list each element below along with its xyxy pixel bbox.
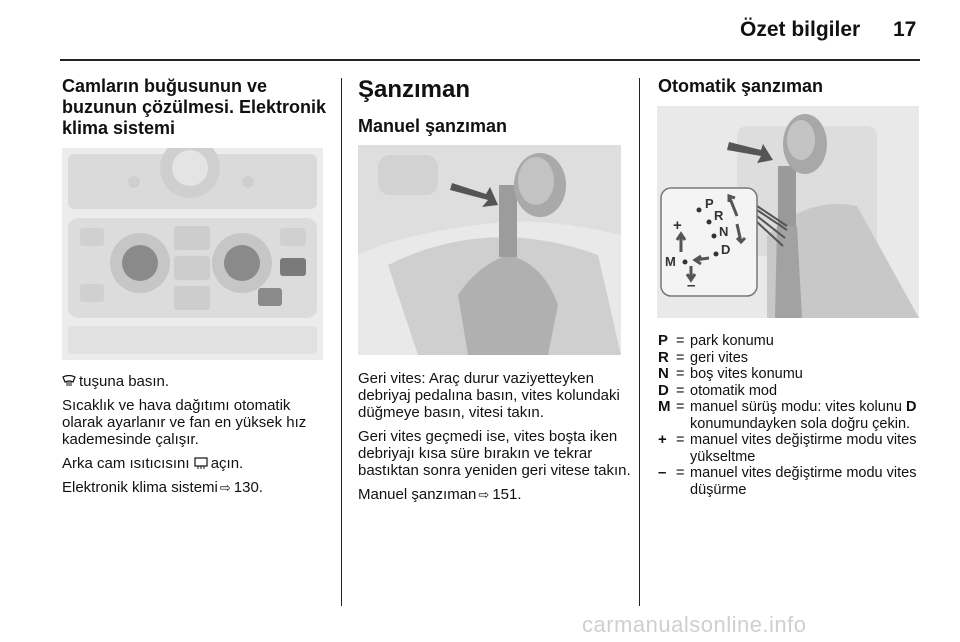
climate-step-defrost-text: tuşuna basın. — [79, 373, 170, 390]
transmission-heading: Şanzıman — [358, 76, 471, 103]
climate-reference[interactable] — [62, 479, 330, 496]
manual-reference-text: Manuel şanzıman — [358, 486, 477, 503]
page-number: 17 — [893, 18, 917, 41]
legend-key: – — [658, 464, 667, 481]
legend-text-b: konumundayken sola doğru çekin. — [690, 415, 911, 432]
gear-legend — [658, 333, 928, 498]
legend-text-key: D — [906, 399, 917, 415]
legend-text: boş vites konumu — [690, 366, 803, 382]
legend-text: manuel vites değiştirme modu vites yükseltme — [690, 432, 917, 465]
manual-reverse-retry: Geri vites geçmedi ise, vites boşta iken debriyajı kısa süre bırakın ve tekrar bastıktan sonra yeniden geri vitese takın. — [358, 428, 631, 479]
manual-text — [358, 370, 633, 510]
watermark: carmanualsonline.info — [582, 612, 807, 637]
column-transmission — [358, 76, 628, 137]
gear-label-minus: – — [687, 277, 696, 294]
manual-transmission-heading: Manuel şanzıman — [358, 116, 508, 136]
page-header-title: Özet bilgiler — [740, 18, 861, 41]
legend-text: otomatik mod — [690, 382, 778, 399]
climate-heading: Camların buğusunun ve buzunun çözülmesi. Elektronik klima sistemi — [62, 76, 327, 138]
climate-reference-page: 130. — [233, 479, 263, 496]
legend-equals: = — [676, 382, 685, 399]
manual-reference-page: 151. — [492, 486, 522, 503]
legend-row-minus — [658, 465, 928, 498]
manual-shift-figure — [358, 145, 621, 355]
column-divider-1 — [341, 78, 342, 606]
climate-step-rear-text-b: açın. — [210, 455, 244, 472]
legend-row-plus — [658, 432, 928, 465]
legend-equals: = — [676, 399, 685, 415]
legend-equals: = — [676, 465, 685, 481]
gear-label-p: P — [705, 196, 714, 211]
climate-panel-figure — [62, 148, 323, 360]
windscreen-defrost-icon — [62, 374, 76, 386]
climate-text — [62, 373, 330, 503]
automatic-transmission-heading: Otomatik şanzıman — [658, 76, 824, 96]
page-reference-arrow-icon: ⇨ — [478, 487, 490, 502]
automatic-shift-figure — [657, 106, 919, 318]
rear-window-heater-icon — [194, 456, 208, 468]
gear-label-r: R — [714, 208, 724, 223]
climate-step-rear-text-a: Arka cam ısıtıcısını — [62, 455, 190, 472]
legend-text — [690, 399, 928, 432]
gear-label-plus: + — [673, 217, 682, 234]
manual-reverse-instruction: Geri vites: Araç durur vaziyetteyken debriyaj pedalına basın, vites kolundaki düğmeye basın, vitesi takın. — [358, 370, 620, 421]
legend-equals: = — [676, 432, 685, 448]
gear-label-d: D — [721, 242, 731, 257]
manual-reference[interactable] — [358, 486, 633, 503]
gear-label-m: M — [665, 254, 676, 269]
legend-equals: = — [676, 333, 685, 349]
legend-key: D — [658, 381, 669, 399]
header-rule — [60, 59, 920, 61]
legend-row-d — [658, 383, 928, 400]
climate-step-rear — [62, 455, 330, 472]
legend-row-r — [658, 350, 928, 367]
legend-equals: = — [676, 366, 685, 382]
legend-text: manuel vites değiştirme modu vites düşürme — [690, 465, 917, 498]
legend-key: R — [658, 348, 669, 366]
page-reference-arrow-icon: ⇨ — [219, 480, 231, 495]
legend-text: park konumu — [690, 333, 774, 349]
legend-text: geri vites — [690, 349, 749, 366]
column-climate — [62, 76, 327, 139]
climate-step-defrost — [62, 373, 330, 390]
legend-equals: = — [676, 349, 685, 366]
legend-key: N — [658, 365, 669, 382]
legend-row-p — [658, 333, 928, 350]
climate-reference-text: Elektronik klima sistemi — [62, 479, 218, 496]
gear-label-n: N — [719, 224, 729, 239]
legend-key: P — [658, 332, 669, 349]
legend-text-a: manuel sürüş modu: vites kolunu — [690, 399, 902, 415]
column-divider-2 — [639, 78, 640, 606]
climate-step-auto: Sıcaklık ve hava dağıtımı otomatik olarak ayarlanır ve fan en yüksek hız kademesinde çalışır. — [62, 397, 307, 448]
legend-key: + — [658, 431, 667, 448]
column-automatic — [658, 76, 918, 97]
legend-key: M — [658, 398, 671, 415]
legend-row-m — [658, 399, 928, 432]
legend-row-n — [658, 366, 928, 383]
